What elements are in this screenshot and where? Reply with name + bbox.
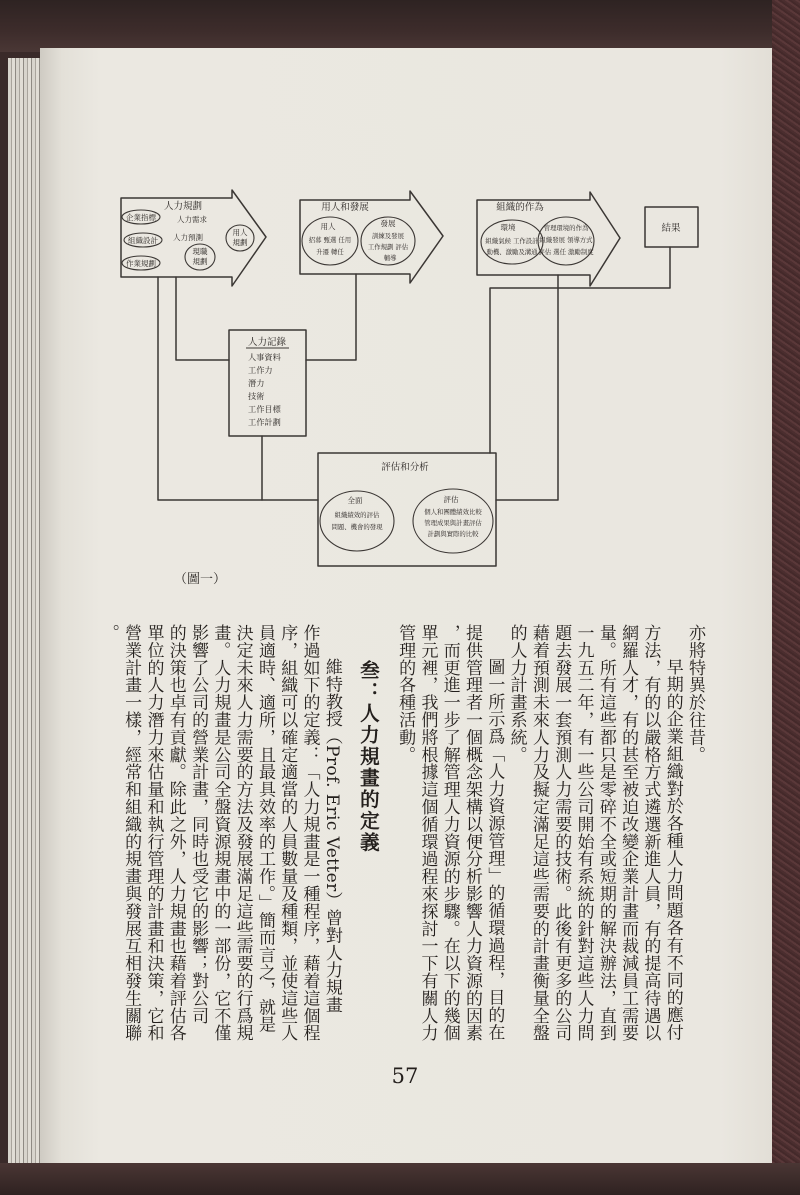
text-column: 的決策也卓有貢獻。除此之外，人力規畫也藉着評估各	[165, 624, 186, 1042]
text-column: 單位的人力潛力來估量和執行管理的計畫和決策，它和	[143, 624, 164, 1042]
demand-label: 人力需求	[177, 215, 207, 224]
text-column: 題去發展一套預測人力需要的技術。此後有更多的公司	[551, 624, 572, 1042]
staffing-title: 用人和發展	[321, 202, 369, 213]
text-column: 管理的各種活動。	[395, 624, 416, 764]
behavior-title: 組織的作為	[496, 202, 544, 213]
hiring-line: 升遷 轉任	[316, 248, 344, 256]
connector-results-evaluation	[490, 247, 670, 453]
forecast-label: 人力預測	[173, 233, 203, 242]
development-line: 輔導	[383, 254, 397, 262]
records-item: 人事資料	[248, 352, 281, 362]
text-column: 方法，有的以嚴格方式遴選新進人員，有的提高待遇以	[640, 624, 661, 1042]
assessment-line: 個人和團體績效比較	[424, 508, 482, 516]
text-column: 單元裡，我們將根據這個循環過程來探討一下有關人力	[417, 624, 438, 1042]
assessment-line: 管理成果與計畫評估	[424, 519, 482, 527]
text-column: 早期的企業組織對於各種人力問題各有不同的應付	[662, 658, 683, 1041]
behavior-stage	[477, 192, 620, 286]
design-label: 組織設計	[128, 236, 158, 245]
page-number: 57	[391, 1064, 419, 1088]
text-column: 維特教授（Prof. Eric Vetter）曾對人力規畫	[321, 658, 342, 1014]
assessment-line: 評估	[443, 495, 459, 504]
environment-line: 組織氣候 工作設計	[485, 237, 539, 245]
operations-label: 作業規劃	[126, 259, 156, 268]
planning-stage	[121, 190, 266, 286]
overall-line: 全面	[347, 496, 363, 505]
book-cover-right-edge	[772, 0, 800, 1195]
text-column: 。	[98, 624, 119, 642]
text-column: 藉着預測未來人力及擬定滿足這些需要的計畫衡量全盤	[528, 624, 549, 1042]
evaluation-title: 評估和分析	[381, 462, 429, 473]
text-column: 影響了公司的營業計畫，同時也受它的影響；對公司	[188, 624, 209, 1025]
book-cover-bottom-edge	[0, 1163, 800, 1195]
records-item: 工作計劃	[248, 417, 281, 427]
text-column: 一九五二年，有一些公司開始有系統的針對這些人力問	[573, 624, 594, 1042]
staffing-stage	[300, 191, 443, 283]
development-line: 訓練及發展	[372, 232, 404, 240]
development-line: 工作規劃 評估	[367, 243, 409, 251]
text-column: 營業計畫一樣，經常和組織的規畫與發展互相發生關聯	[121, 624, 142, 1042]
results-box	[645, 207, 698, 247]
text-column: 序，組織可以確定適當的人員數量及種類，並使這些人	[277, 624, 298, 1042]
goals-label: 企業指標	[126, 213, 156, 222]
evaluation-box	[318, 453, 496, 566]
current-label-line: 規劃	[192, 257, 208, 266]
connector-planning-records	[176, 277, 229, 360]
development-line: 發展	[380, 219, 396, 228]
figure-caption: （圖一）	[173, 572, 227, 587]
text-column: 的人力計畫系統。	[506, 624, 527, 764]
text-column: 決定未來人力需要的方法及發展滿足這些需要的行爲規	[232, 624, 253, 1042]
records-box	[229, 330, 306, 436]
text-column: 員適時、適所，且最具效率的工作。」簡而言之，就是	[254, 624, 275, 1034]
overall-line: 組織績效的評估	[334, 511, 380, 519]
staffing-plan-label-line: 用人	[232, 228, 248, 237]
text-column: 提供管理者一個概念架構以便分析影響人力資源的因素	[462, 624, 483, 1042]
text-column: 畫。人力規畫是公司全盤資源規畫中的一部份，它不僅	[210, 624, 231, 1042]
page-stack-edges	[8, 58, 42, 1166]
records-item: 技術	[248, 391, 265, 401]
planning-title: 人力規劃	[163, 201, 203, 212]
text-column: 圖一所示爲「人力資源管理」的循環過程，目的在	[484, 658, 505, 1041]
body-text	[96, 624, 706, 1048]
staffing-plan-label-line: 規劃	[232, 238, 248, 247]
hiring-line: 招募 甄選 任用	[308, 236, 352, 244]
environment-line: 環境	[500, 223, 516, 232]
environment-line: 動機、激勵及溝通	[486, 248, 538, 256]
connector-planning-evaluation	[158, 277, 318, 500]
figure-1-diagram	[100, 180, 710, 600]
records-item: 工作力	[248, 365, 273, 375]
text-column: 作過如下的定義：「人力規畫是一種程序，藉着這個程	[299, 624, 320, 1042]
results-label: 結果	[661, 223, 681, 234]
text-column: 量。所有這些都只是零碎不全或短期的解決辦法，直到	[595, 624, 616, 1042]
records-title: 人力記錄	[247, 337, 287, 348]
text-column: ，而更進一步了解管理人力資源的步驟。在以下的幾個	[439, 624, 460, 1042]
management-line: 評估 選任 激勵制度	[538, 248, 594, 256]
hiring-line: 用人	[320, 222, 336, 231]
book-cover-top-edge	[0, 0, 800, 52]
records-item: 工作目標	[248, 404, 281, 414]
text-column: 亦將特異於往昔。	[685, 624, 705, 764]
section-heading: 叁：人力規畫的定義	[356, 660, 380, 854]
text-column: 網羅人才，有的甚至被迫改變企業計畫而裁減員工需要	[618, 624, 639, 1042]
overall-line: 問題、機會的發現	[331, 523, 383, 531]
connector-behavior-evaluation	[496, 275, 558, 500]
current-label-line: 現職	[192, 247, 208, 256]
connector-staffing-records	[306, 274, 356, 360]
management-line: 管理環境的作為	[543, 224, 589, 232]
assessment-line: 計劃與實際的比較	[427, 530, 479, 538]
records-item: 潛力	[248, 378, 265, 388]
management-line: 組織發展 領導方式	[539, 236, 593, 244]
